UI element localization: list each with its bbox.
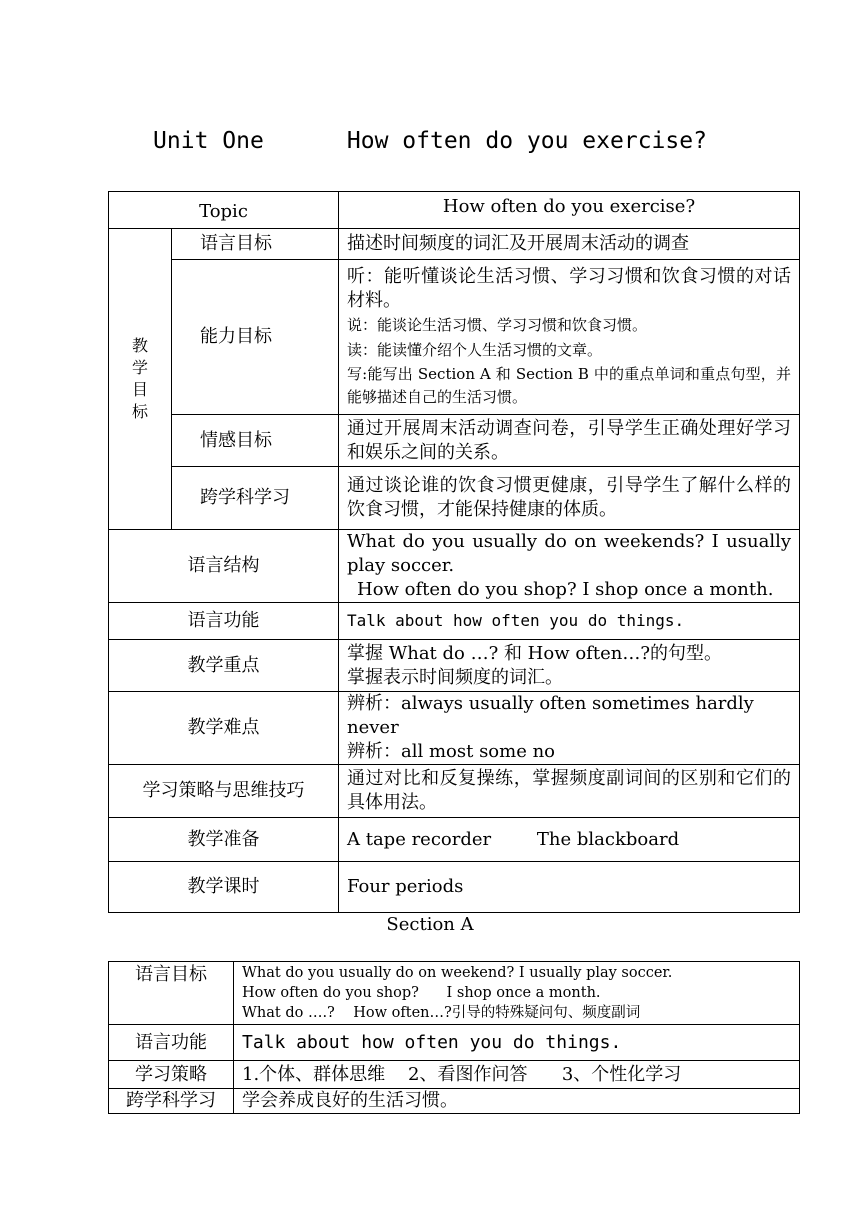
key-points-line-1: 掌握 What do …? 和 How often…?的句型。 (347, 642, 722, 664)
structure-row (109, 530, 800, 603)
ability-listening: 听：能听懂谈论生活习惯、学习习惯和饮食习惯的对话材料。 (347, 266, 791, 311)
group-char-2: 学 (131, 358, 148, 377)
sa-language-goal-value (234, 962, 800, 1025)
difficulties-line-1: 辨析：always usually often sometimes hardly never (347, 693, 754, 738)
document-title: Unit One How often do you exercise? (153, 128, 707, 154)
ability-writing: 写:能写出 Section A 和 Section B 中的重点单词和重点句型，并能够描述自己的生活习惯。 (347, 365, 791, 406)
function-row (109, 603, 800, 640)
sa-strategy-value: 1.个体、群体思维 2、看图作问答 3、个性化学习 (234, 1061, 800, 1089)
topic-label: Topic (109, 192, 339, 229)
structure-line-1: What do you usually do on weekends? I usually play soccer. (347, 531, 791, 576)
cross-subject-row (109, 467, 800, 530)
sa-strategy-row (109, 1061, 800, 1089)
structure-label: 语言结构 (109, 530, 339, 603)
group-char-1: 教 (131, 336, 148, 355)
key-points-line-2: 掌握表示时间频度的词汇。 (347, 666, 563, 688)
ability-goal-row (109, 260, 800, 415)
sa-goal-line-1: What do you usually do on weekend? I usually play soccer. (242, 965, 673, 981)
sa-goal-line-2: How often do you shop? I shop once a month. (242, 985, 601, 1001)
ability-goal-value (339, 260, 800, 415)
emotion-goal-row (109, 415, 800, 467)
key-points-label: 教学重点 (109, 640, 339, 692)
key-points-row (109, 640, 800, 692)
periods-label: 教学课时 (109, 862, 339, 913)
topic-row (109, 192, 800, 229)
preparation-row (109, 818, 800, 862)
ability-goal-label: 能力目标 (172, 260, 339, 415)
sa-function-row (109, 1025, 800, 1061)
ability-reading: 读：能读懂介绍个人生活习惯的文章。 (347, 341, 603, 359)
preparation-value: A tape recorder The blackboard (339, 818, 800, 862)
structure-value (339, 530, 800, 603)
structure-line-2: How often do you shop? I shop once a month. (357, 579, 774, 600)
sa-function-label: 语言功能 (109, 1025, 234, 1061)
emotion-goal-label: 情感目标 (172, 415, 339, 467)
group-char-3: 目 (131, 380, 148, 399)
topic-value: How often do you exercise? (339, 192, 800, 229)
strategy-value: 通过对比和反复操练，掌握频度副词间的区别和它们的具体用法。 (339, 765, 800, 818)
function-label: 语言功能 (109, 603, 339, 640)
difficulties-line-2: 辨析：all most some no (347, 741, 556, 762)
difficulties-row (109, 692, 800, 765)
sa-language-goal-row (109, 962, 800, 1025)
sa-strategy-label: 学习策略 (109, 1061, 234, 1089)
sa-cross-subject-value: 学会养成良好的生活习惯。 (234, 1089, 800, 1114)
periods-value: Four periods (339, 862, 800, 913)
preparation-label: 教学准备 (109, 818, 339, 862)
strategy-label: 学习策略与思维技巧 (109, 765, 339, 818)
lesson-plan-table (108, 191, 800, 913)
key-points-value (339, 640, 800, 692)
language-goal-label: 语言目标 (172, 229, 339, 260)
language-goal-row (109, 229, 800, 260)
function-value: Talk about how often you do things. (339, 603, 800, 640)
sa-goal-line-3: What do ….? How often…?引导的特殊疑问句、频度副词 (242, 1005, 641, 1021)
sa-function-value: Talk about how often you do things. (234, 1025, 800, 1061)
difficulties-label: 教学难点 (109, 692, 339, 765)
cross-subject-label: 跨学科学习 (172, 467, 339, 530)
periods-row (109, 862, 800, 913)
group-char-4: 标 (131, 402, 148, 421)
difficulties-value (339, 692, 800, 765)
section-a-table (108, 961, 800, 1114)
section-a-heading: Section A (386, 914, 474, 935)
language-goal-value: 描述时间频度的词汇及开展周末活动的调查 (339, 229, 800, 260)
emotion-goal-value: 通过开展周末活动调查问卷，引导学生正确处理好学习和娱乐之间的关系。 (339, 415, 800, 467)
ability-speaking: 说：能谈论生活习惯、学习习惯和饮食习惯。 (347, 316, 648, 334)
sa-cross-subject-row (109, 1089, 800, 1114)
sa-cross-subject-label: 跨学科学习 (109, 1089, 234, 1114)
sa-language-goal-label: 语言目标 (109, 962, 234, 1025)
cross-subject-value: 通过谈论谁的饮食习惯更健康，引导学生了解什么样的饮食习惯，才能保持健康的体质。 (339, 467, 800, 530)
strategy-row (109, 765, 800, 818)
teaching-goals-group-label (109, 229, 172, 530)
